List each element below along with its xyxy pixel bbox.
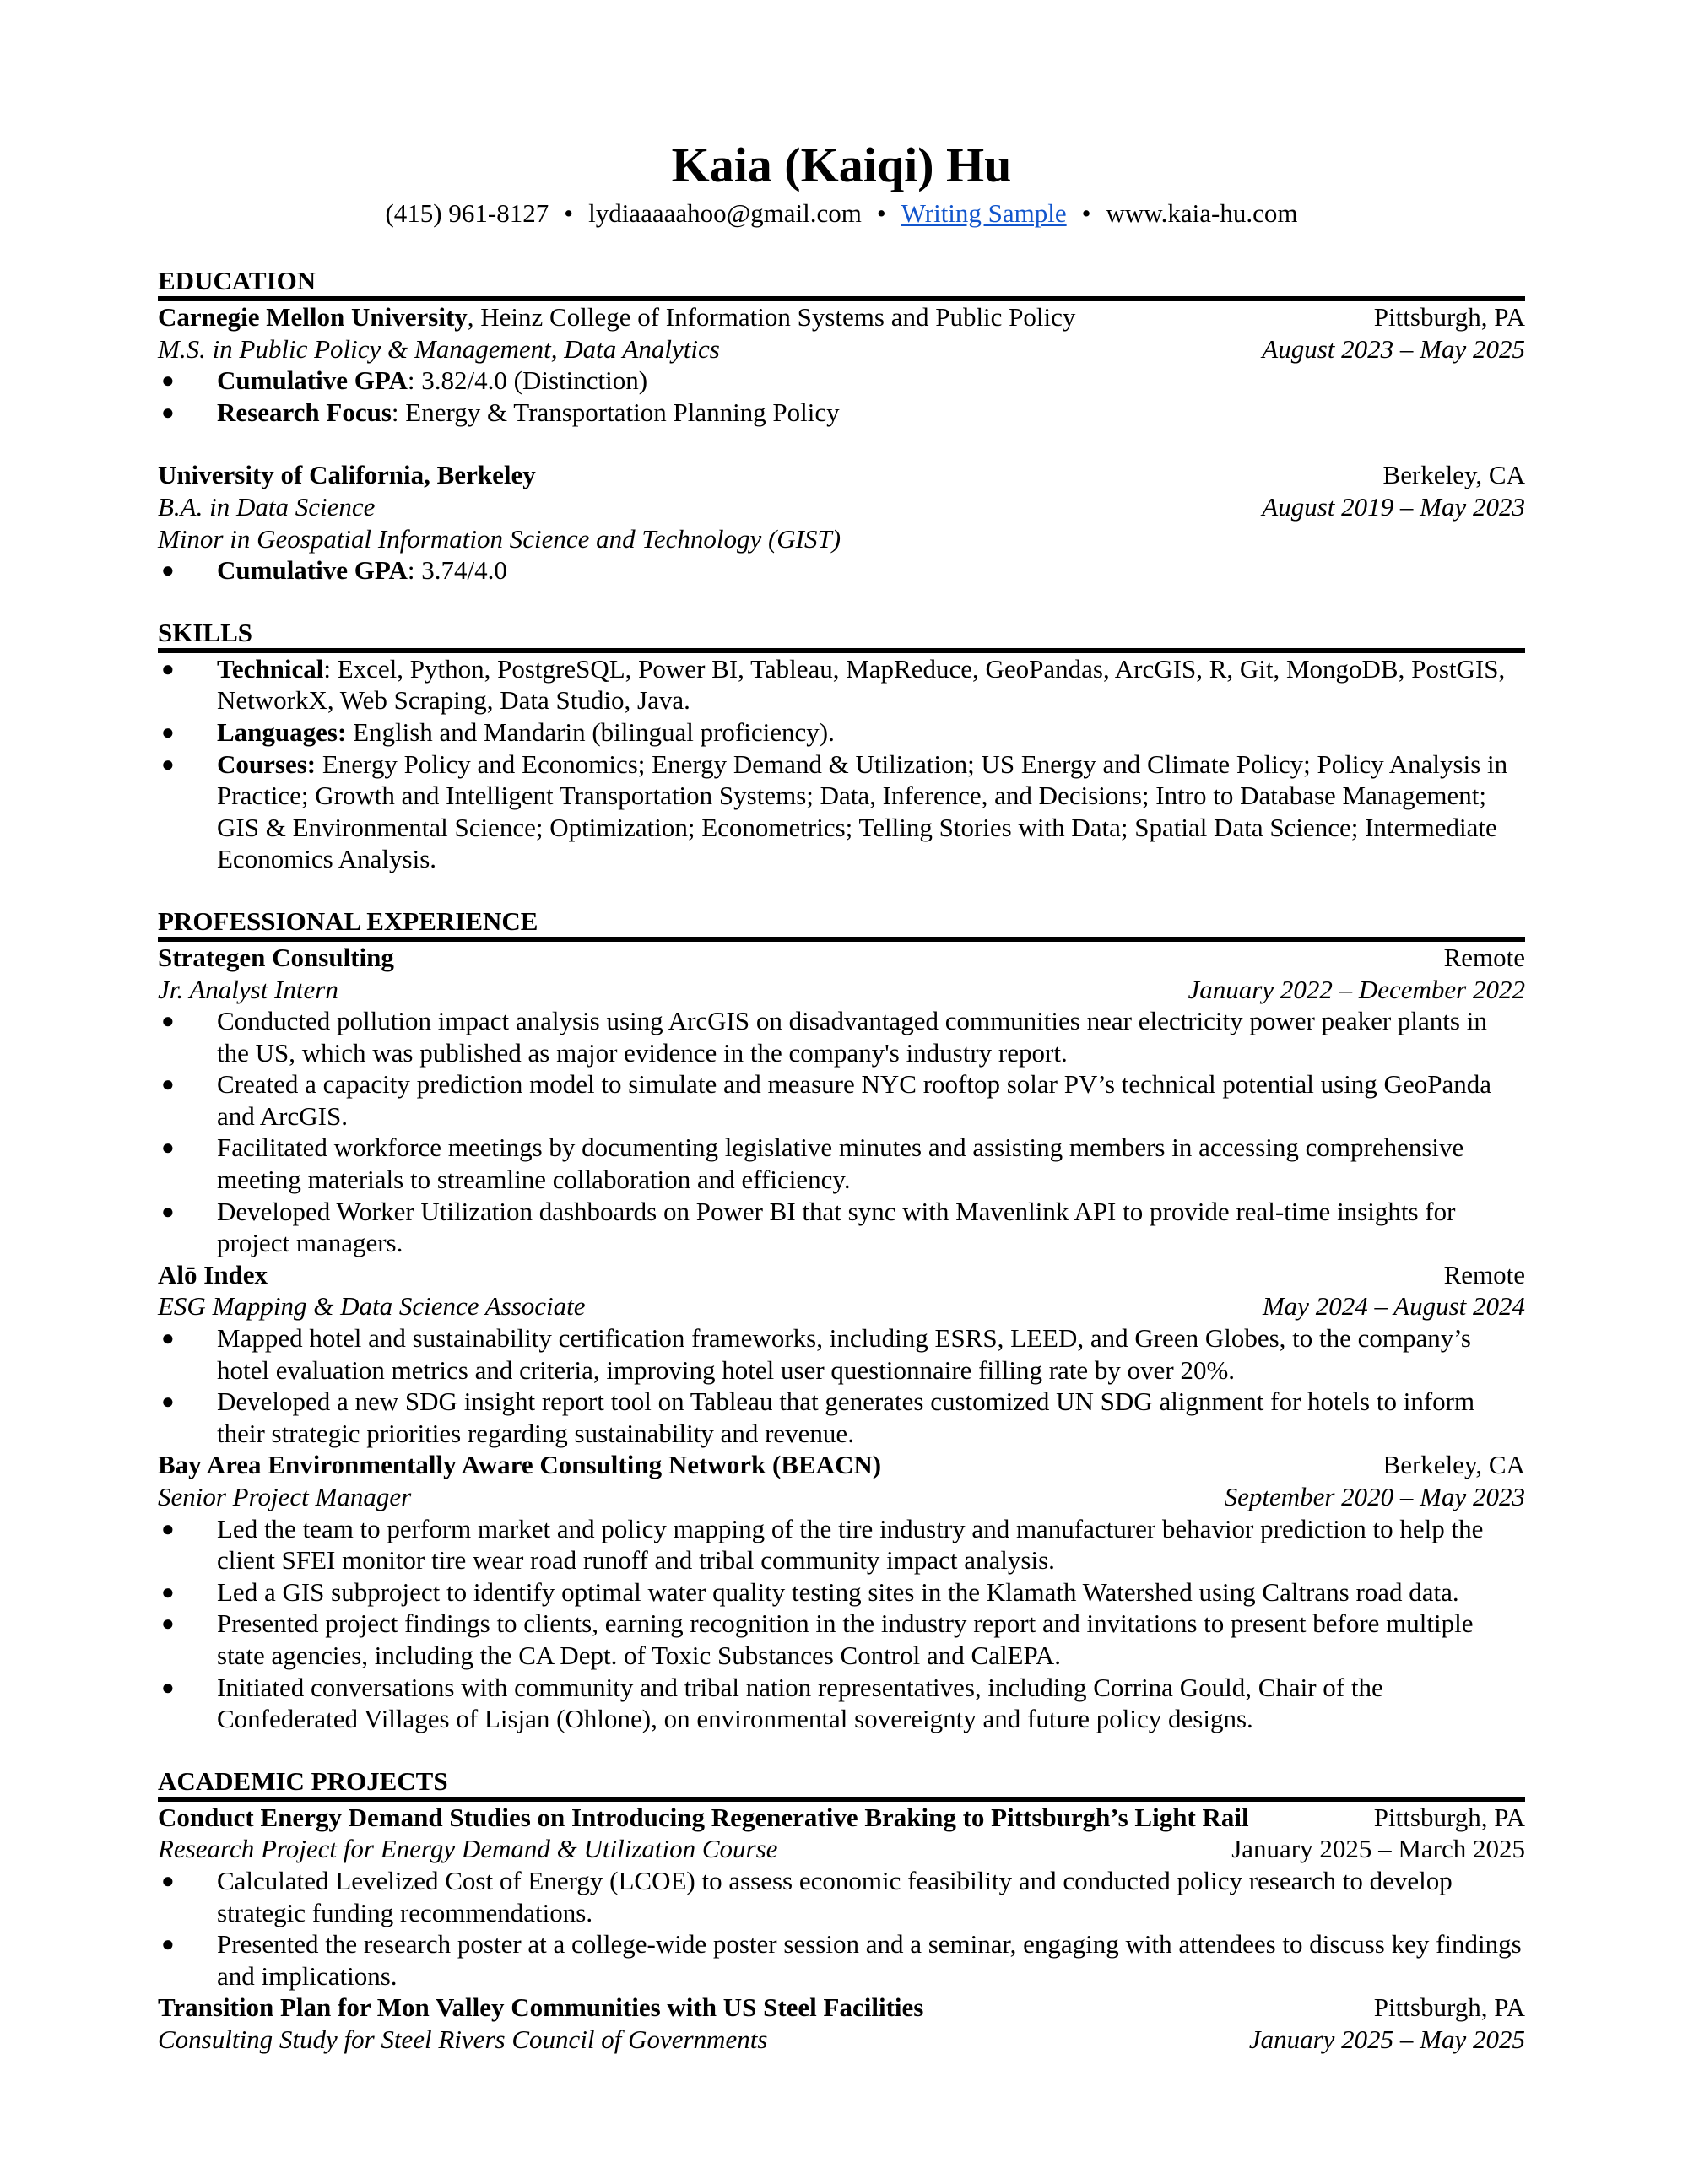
list-item: ● Facilitated workforce meetings by documenting legislative minutes and assisting members in accessing comprehensive meeting materials to streamline collaboration and efficiency.: [158, 1132, 1525, 1195]
school-location: Berkeley, CA: [1382, 460, 1525, 490]
organization-name: Bay Area Environmentally Aware Consulting Network (BEACN): [158, 1450, 882, 1480]
school-location: Pittsburgh, PA: [1373, 302, 1525, 332]
list-item: ● Mapped hotel and sustainability certification frameworks, including ESRS, LEED, and Green Globes, to the company’s hotel evaluation metrics and criteria, improving hotel user questionnaire filling rate by over 20%.: [158, 1322, 1525, 1386]
education-entry-berkeley: [158, 459, 1525, 586]
school-detail: , Heinz College of Information Systems and Public Policy: [467, 302, 1076, 332]
project-name: Transition Plan for Mon Valley Communities with US Steel Facilities: [158, 1992, 924, 2023]
project-entry-mon-valley: [158, 1992, 1525, 2055]
resume-page: [158, 135, 1525, 2056]
separator: •: [564, 198, 574, 228]
project-location: Pittsburgh, PA: [1373, 1992, 1525, 2023]
role-dates: January 2022 – December 2022: [1188, 974, 1525, 1004]
organization-location: Remote: [1443, 942, 1525, 972]
experience-entry-strategen: [158, 942, 1525, 1259]
list-item: ● Created a capacity prediction model to simulate and measure NYC rooftop solar PV’s technical potential using GeoPanda and ArcGIS.: [158, 1068, 1525, 1132]
degree-dates: August 2023 – May 2025: [1262, 333, 1525, 364]
list-item: ● Developed Worker Utilization dashboards on Power BI that sync with Mavenlink API to provide real-time insights for project managers.: [158, 1196, 1525, 1259]
list-item: ● Technical: Excel, Python, PostgreSQL, Power BI, Tableau, MapReduce, GeoPandas, ArcGIS, R, Git, MongoDB, PostGIS, NetworkX, Web Scraping, Data Studio, Java.: [158, 653, 1525, 716]
list-item: ● Initiated conversations with community and tribal nation representatives, including Corrina Gould, Chair of the Confederated Villages of Lisjan (Ohlone), on environmental sovereignty and future policy designs.: [158, 1672, 1525, 1735]
organization-location: Berkeley, CA: [1382, 1450, 1525, 1480]
project-dates: January 2025 – May 2025: [1248, 2024, 1525, 2054]
separator: •: [876, 198, 886, 228]
list-item: ● Presented project findings to clients, earning recognition in the industry report and invitations to present before multiple state agencies, including the CA Dept. of Toxic Substances Control and CalEPA.: [158, 1608, 1525, 1671]
role-title: Senior Project Manager: [158, 1482, 412, 1511]
list-item: ● Developed a new SDG insight report tool on Tableau that generates customized UN SDG alignment for hotels to inform their strategic priorities regarding sustainability and revenue.: [158, 1386, 1525, 1449]
project-context: Consulting Study for Steel Rivers Council of Governments: [158, 2024, 768, 2054]
project-entry-light-rail: [158, 1802, 1525, 1992]
degree-dates: August 2019 – May 2023: [1262, 491, 1525, 522]
candidate-name: Kaia (Kaiqi) Hu: [671, 138, 1012, 192]
contact-line: [158, 196, 1525, 231]
list-item: ● Calculated Levelized Cost of Energy (LCOE) to assess economic feasibility and conducted policy research to develop strategic funding recommendations.: [158, 1865, 1525, 1928]
list-item: ● Cumulative GPA: 3.74/4.0: [158, 554, 1525, 587]
list-item: ● Led the team to perform market and policy mapping of the tire industry and manufacturer behavior prediction to help the client SFEI monitor tire wear road runoff and tribal community impact analysis.: [158, 1513, 1525, 1576]
degree: B.A. in Data Science: [158, 491, 376, 522]
organization-name: Alō Index: [158, 1259, 268, 1289]
project-dates: January 2025 – March 2025: [1231, 1834, 1525, 1864]
education-heading: EDUCATION: [158, 265, 1525, 301]
experience-entry-beacn: [158, 1449, 1525, 1734]
degree: M.S. in Public Policy & Management, Data Analytics: [158, 333, 720, 364]
project-name: Conduct Energy Demand Studies on Introducing Regenerative Braking to Pittsburgh’s Light Rail: [158, 1802, 1249, 1832]
school-name: University of California, Berkeley: [158, 460, 536, 490]
project-location: Pittsburgh, PA: [1373, 1802, 1525, 1832]
phone-number: (415) 961-8127: [385, 198, 549, 228]
education-entry-cmu: [158, 301, 1525, 428]
projects-heading: ACADEMIC PROJECTS: [158, 1765, 1525, 1802]
minor: Minor in Geospatial Information Science and Technology (GIST): [158, 523, 841, 554]
list-item: ● Courses: Energy Policy and Economics; Energy Demand & Utilization; US Energy and Climate Policy; Policy Analysis in Practice; Growth and Intelligent Transportation Systems; Data, Inference, and Decisions; Intro to Database Management; GIS & Environmental Science; Optimization; Econometrics; Telling Stories with Data; Spatial Data Science; Intermediate Economics Analysis.: [158, 749, 1525, 875]
organization-location: Remote: [1443, 1259, 1525, 1289]
role-dates: May 2024 – August 2024: [1262, 1291, 1525, 1322]
experience-heading: PROFESSIONAL EXPERIENCE: [158, 905, 1525, 942]
skills-heading: SKILLS: [158, 617, 1525, 653]
role-title: Jr. Analyst Intern: [158, 974, 338, 1004]
project-context: Research Project for Energy Demand & Utilization Course: [158, 1834, 778, 1864]
email-address: lydiaaaaahoo@gmail.com: [588, 198, 862, 228]
website-url: www.kaia-hu.com: [1106, 198, 1298, 228]
list-item: ● Led a GIS subproject to identify optimal water quality testing sites in the Klamath Watershed using Caltrans road data.: [158, 1576, 1525, 1608]
list-item: ● Cumulative GPA: 3.82/4.0 (Distinction): [158, 365, 1525, 397]
organization-name: Strategen Consulting: [158, 942, 394, 972]
list-item: ● Presented the research poster at a college-wide poster session and a seminar, engaging with attendees to discuss key findings and implications.: [158, 1928, 1525, 1992]
separator: •: [1081, 198, 1091, 228]
role-title: ESG Mapping & Data Science Associate: [158, 1291, 586, 1322]
experience-entry-alo-index: [158, 1259, 1525, 1450]
list-item: ● Conducted pollution impact analysis using ArcGIS on disadvantaged communities near electricity power peaker plants in the US, which was published as major evidence in the company's industry report.: [158, 1005, 1525, 1068]
list-item: ● Languages: English and Mandarin (bilingual proficiency).: [158, 716, 1525, 749]
role-dates: September 2020 – May 2023: [1224, 1482, 1525, 1511]
writing-sample-link[interactable]: Writing Sample: [901, 198, 1067, 228]
list-item: ● Research Focus: Energy & Transportation Planning Policy: [158, 397, 1525, 429]
school-name: Carnegie Mellon University: [158, 302, 468, 332]
skills-list: [158, 653, 1525, 875]
